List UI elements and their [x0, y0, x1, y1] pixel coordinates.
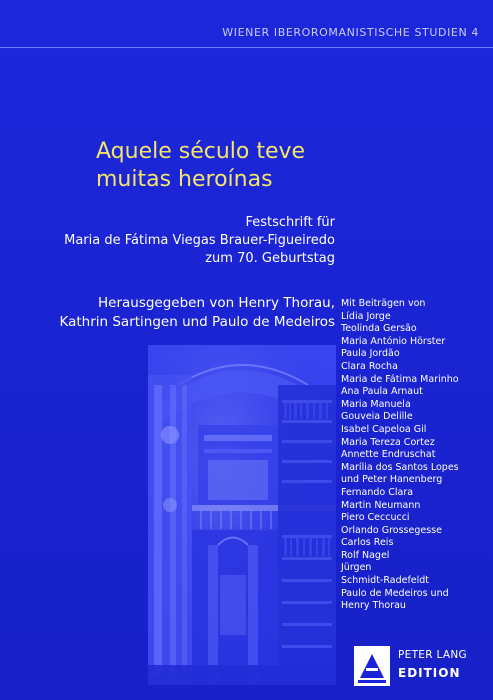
contributor-item: Gouveia Delille — [341, 411, 413, 423]
contributor-item: Annette Endruschat — [341, 449, 436, 461]
subtitle-line-3: zum 70. Geburtstag — [205, 251, 335, 266]
contributor-item: Schmidt-Radefeldt — [341, 575, 430, 587]
editors-line-1: Herausgegeben von Henry Thorau, — [97, 295, 335, 311]
header-divider — [0, 47, 493, 48]
peter-lang-logo-icon — [352, 644, 392, 688]
book-title-line-2: muitas heroínas — [96, 167, 273, 192]
contributors-list — [341, 298, 459, 613]
contributor-item: Henry Thorau — [341, 600, 406, 612]
book-subtitle — [64, 214, 335, 268]
subtitle-line-1: Festschrift für — [245, 215, 335, 230]
contributor-item: Rolf Nagel — [341, 549, 390, 561]
contributor-item: Teolinda Gersão — [341, 323, 417, 335]
contributor-item: Marília dos Santos Lopes — [341, 461, 459, 473]
series-title: WIENER IBEROROMANISTISCHE STUDIEN 4 — [222, 26, 479, 39]
contributor-item: Jürgen — [341, 562, 372, 574]
contributor-item: Piero Ceccucci — [341, 512, 410, 524]
contributor-item: und Peter Hanenberg — [341, 474, 443, 486]
subtitle-line-2: Maria de Fátima Viegas Brauer-Figueiredo — [64, 233, 335, 248]
contributor-item: Fernando Clara — [341, 486, 414, 498]
publisher-imprint: EDITION — [398, 666, 461, 680]
book-title-line-1: Aquele século teve — [96, 139, 306, 164]
contributor-item: Clara Rocha — [341, 360, 398, 372]
contributor-item: Paulo de Medeiros und — [341, 587, 449, 599]
publisher-name: PETER LANG — [398, 649, 467, 661]
publisher-logo — [352, 644, 472, 688]
editors-line-2: Kathrin Sartingen und Paulo de Medeiros — [59, 314, 335, 330]
library-photo — [148, 345, 336, 685]
contributor-item: Maria de Fátima Marinho — [341, 373, 459, 385]
contributor-item: Martin Neumann — [341, 499, 421, 511]
contributor-item: Lídia Jorge — [341, 310, 391, 322]
contributor-item: Paula Jordão — [341, 348, 400, 360]
contributor-item: Maria Tereza Cortez — [341, 436, 435, 448]
contributor-item: Orlando Grossegesse — [341, 524, 442, 536]
contributors-heading: Mit Beiträgen von — [341, 298, 426, 309]
contributor-item: Ana Paula Arnaut — [341, 386, 423, 398]
book-title — [96, 138, 305, 194]
contributor-item: Carlos Reis — [341, 537, 394, 549]
contributor-item: Maria António Hörster — [341, 335, 446, 347]
contributor-item: Maria Manuela — [341, 398, 411, 410]
editors — [59, 294, 335, 332]
contributor-item: Isabel Capeloa Gil — [341, 423, 427, 435]
